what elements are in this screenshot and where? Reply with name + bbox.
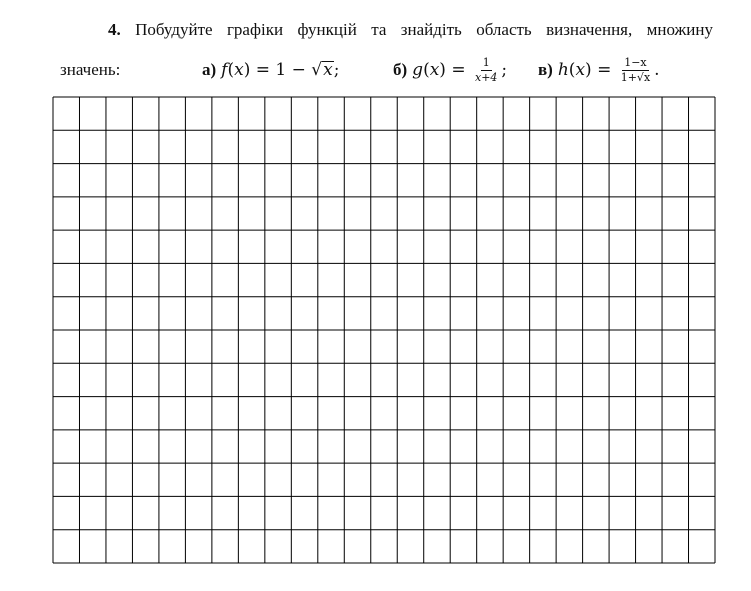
sqrt-symbol: √ x [311, 60, 333, 80]
item-c-label: в) [538, 60, 553, 79]
task-number: 4. [108, 20, 121, 39]
item-a [202, 52, 339, 88]
task-line-1 [108, 18, 713, 42]
graph-grid [52, 96, 716, 564]
item-c-formula: h(x) = $\frac{1-x}{1+√x}$ . [557, 55, 660, 84]
item-c [538, 52, 660, 88]
item-a-label: а) [202, 60, 217, 79]
item-b-fraction: $\frac{1}{x+4}$ [474, 55, 498, 84]
item-b [393, 52, 507, 88]
task-text-line-1: Побудуйте графіки функцій та знайдіть область визначення, множину [135, 20, 713, 39]
item-a-formula: f(x) = 1 − √ x ; [221, 60, 340, 80]
item-b-label: б) [393, 60, 408, 79]
item-c-fraction: $\frac{1-x}{1+√x}$ [620, 55, 651, 84]
task-text-line-2: значень: [60, 60, 121, 79]
item-b-formula: g(x) = $\frac{1}{x+4}$ ; [412, 55, 508, 84]
